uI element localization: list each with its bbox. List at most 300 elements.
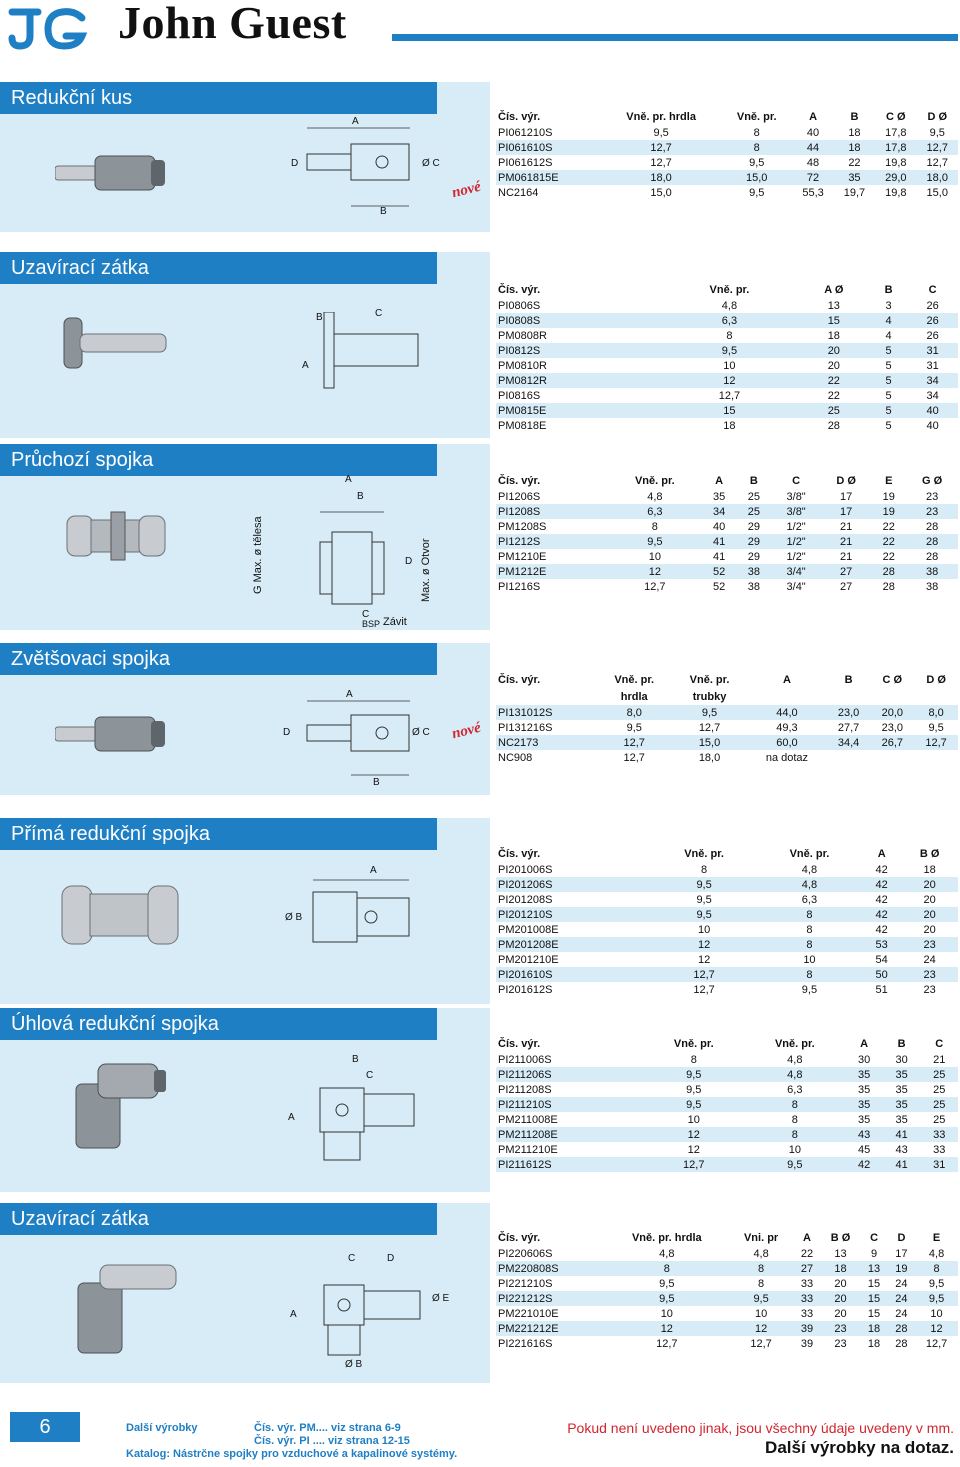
table-cell: 10 xyxy=(915,1306,958,1321)
table-row xyxy=(496,705,958,720)
table-row xyxy=(496,1261,958,1276)
column-header: Čís. výr. xyxy=(498,673,541,686)
table-cell: 12 xyxy=(661,373,798,388)
table-cell: 12,7 xyxy=(651,967,756,982)
column-header: D Ø xyxy=(836,474,856,487)
table-cell: 12,7 xyxy=(917,155,958,170)
dim-label-g: G Max. ø tělesa xyxy=(252,516,264,594)
part-number-cell: PM1208S xyxy=(496,519,608,534)
page-number: 6 xyxy=(10,1412,80,1442)
part-number-cell: PI0806S xyxy=(496,298,661,313)
table-cell: 5 xyxy=(870,373,907,388)
table-cell: 10 xyxy=(744,1142,845,1157)
table-cell: 9,5 xyxy=(651,907,756,922)
table-cell xyxy=(827,750,871,765)
table-cell: 26 xyxy=(907,313,958,328)
part-number-cell: PM0815E xyxy=(496,403,661,418)
dim-label-b: Ø B xyxy=(285,912,303,923)
dim-label-c: C xyxy=(362,609,370,620)
table-cell: 8 xyxy=(643,1052,744,1067)
table-cell: 10 xyxy=(643,1112,744,1127)
spec-table-straight-reducer xyxy=(496,845,958,997)
table-cell: 9,5 xyxy=(661,343,798,358)
table-subheader-row xyxy=(496,688,958,705)
table-row xyxy=(496,1306,958,1321)
table-cell: 48 xyxy=(792,155,833,170)
spec-table-plug xyxy=(496,281,958,433)
column-header: B xyxy=(884,283,893,296)
table-cell: 9,5 xyxy=(643,1082,744,1097)
part-number-cell: PI1212S xyxy=(496,534,608,549)
table-cell: 25 xyxy=(920,1097,958,1112)
table-cell: 50 xyxy=(862,967,901,982)
table-cell: 19 xyxy=(871,489,906,504)
table-cell: 20 xyxy=(901,922,958,937)
table-cell: 18 xyxy=(821,1261,861,1276)
column-header: B xyxy=(749,474,758,487)
table-cell: 9,5 xyxy=(721,185,792,200)
part-number-cell: PI221616S xyxy=(496,1336,605,1351)
enlarger-photo xyxy=(55,703,175,763)
table-cell: 17 xyxy=(821,489,871,504)
spec-table-elbow-reducer xyxy=(496,1035,958,1172)
table-row xyxy=(496,877,958,892)
dim-label-otvor: Max. ø Otvor xyxy=(420,538,432,602)
table-cell: 21 xyxy=(821,519,871,534)
table-cell: 22 xyxy=(834,155,875,170)
part-number-cell: PM221212E xyxy=(496,1321,605,1336)
footer-more-products: Další výrobky xyxy=(126,1422,198,1434)
table-cell: 31 xyxy=(907,358,958,373)
table-cell: 31 xyxy=(920,1157,958,1172)
dim-label-a: A xyxy=(290,1309,297,1320)
table-cell: 4,8 xyxy=(729,1246,793,1261)
table-cell: 24 xyxy=(901,952,958,967)
table-cell: 5 xyxy=(870,388,907,403)
table-cell: 33 xyxy=(793,1291,820,1306)
table-cell: 18 xyxy=(661,418,798,433)
table-cell: 3/8" xyxy=(771,504,821,519)
table-cell: 9,5 xyxy=(914,720,958,735)
table-cell: 8 xyxy=(757,907,862,922)
part-number-cell: PM201210E xyxy=(496,952,651,967)
table-cell: 9,5 xyxy=(915,1291,958,1306)
header-rule xyxy=(392,34,958,41)
column-header: C xyxy=(935,1037,944,1050)
part-number-cell: PI201006S xyxy=(496,862,651,877)
table-cell: 22 xyxy=(798,373,870,388)
part-number-cell: PI1216S xyxy=(496,579,608,594)
table-cell: 6,3 xyxy=(661,313,798,328)
table-cell: 8 xyxy=(605,1261,729,1276)
table-cell: 23 xyxy=(901,937,958,952)
table-row xyxy=(496,735,958,750)
dim-label-d: D xyxy=(283,727,291,738)
dim-label-a: A xyxy=(345,474,352,485)
column-header: Čís. výr. xyxy=(498,1037,541,1050)
table-cell: 13 xyxy=(821,1246,861,1261)
column-header: B Ø xyxy=(919,847,940,860)
table-cell: 52 xyxy=(702,579,737,594)
table-cell: 38 xyxy=(906,564,958,579)
table-cell: 23 xyxy=(901,967,958,982)
reducer-photo xyxy=(55,142,175,202)
column-header: C xyxy=(792,474,801,487)
part-number-cell: PI131216S xyxy=(496,720,597,735)
section-title: Zvětšovaci spojka xyxy=(0,643,437,675)
part-number-cell: PI131012S xyxy=(496,705,597,720)
part-number-cell: PM211208E xyxy=(496,1127,643,1142)
new-badge: nové xyxy=(450,178,483,202)
table-header-row xyxy=(496,108,958,125)
table-cell: 10 xyxy=(651,922,756,937)
column-header: E xyxy=(885,474,893,487)
dim-label-a: A xyxy=(302,360,309,371)
column-header: Vně. pr. hrdla xyxy=(626,110,696,123)
table-cell: 40 xyxy=(907,403,958,418)
table-cell: 20 xyxy=(901,877,958,892)
part-number-cell: PM061815E xyxy=(496,170,601,185)
table-cell: 5 xyxy=(870,403,907,418)
table-row xyxy=(496,564,958,579)
table-cell: 9,5 xyxy=(757,982,862,997)
table-cell: 24 xyxy=(888,1306,915,1321)
table-cell: 12 xyxy=(915,1321,958,1336)
table-cell: 33 xyxy=(793,1276,820,1291)
column-subheader xyxy=(496,688,597,705)
table-cell: 40 xyxy=(792,125,833,140)
table-cell: 12 xyxy=(608,564,702,579)
table-cell: 24 xyxy=(888,1291,915,1306)
new-badge: nové xyxy=(450,719,483,743)
column-header: Vně. pr. hrdla xyxy=(631,1231,702,1244)
table-cell: 28 xyxy=(906,519,958,534)
table-cell: 28 xyxy=(906,549,958,564)
table-cell: 34 xyxy=(907,373,958,388)
table-cell: 22 xyxy=(871,549,906,564)
table-cell: 17,8 xyxy=(875,140,916,155)
table-cell: 15 xyxy=(860,1276,887,1291)
part-number-cell: PM220808S xyxy=(496,1261,605,1276)
table-cell: 44 xyxy=(792,140,833,155)
table-cell: 35 xyxy=(883,1067,921,1082)
table-cell: 6,3 xyxy=(744,1082,845,1097)
table-cell: 10 xyxy=(608,549,702,564)
part-number-cell: PI211210S xyxy=(496,1097,643,1112)
table-row xyxy=(496,1276,958,1291)
table-cell: 38 xyxy=(906,579,958,594)
table-cell: 12,7 xyxy=(601,140,721,155)
table-cell: na dotaz xyxy=(747,750,827,765)
table-row xyxy=(496,1127,958,1142)
table-cell: 12,7 xyxy=(651,982,756,997)
table-row xyxy=(496,519,958,534)
table-cell: 21 xyxy=(920,1052,958,1067)
table-cell: 12,7 xyxy=(917,140,958,155)
column-header: Vně. pr. xyxy=(736,110,777,123)
bulkhead-drawing xyxy=(300,492,420,622)
table-cell: 15,0 xyxy=(721,170,792,185)
part-number-cell: PM0818E xyxy=(496,418,661,433)
footer-catalog: Katalog: Nástrčne spojky pro vzduchové a kapalinové systémy. xyxy=(126,1448,458,1460)
column-subheader xyxy=(747,688,827,705)
enlarger-drawing xyxy=(285,697,435,787)
table-cell: 10 xyxy=(605,1306,729,1321)
table-row xyxy=(496,489,958,504)
table-cell: 34 xyxy=(702,504,737,519)
table-cell: 20 xyxy=(798,343,870,358)
table-cell: 18 xyxy=(901,862,958,877)
table-cell: 8 xyxy=(661,328,798,343)
table-cell: 31 xyxy=(907,343,958,358)
table-cell: 12,7 xyxy=(661,388,798,403)
table-cell: 29 xyxy=(736,519,771,534)
table-cell: 20,0 xyxy=(870,705,914,720)
table-cell: 45 xyxy=(845,1142,883,1157)
table-cell: 6,3 xyxy=(757,892,862,907)
table-row xyxy=(496,1097,958,1112)
table-cell: 49,3 xyxy=(747,720,827,735)
column-header: Vně. pr. xyxy=(774,1037,815,1050)
table-cell: 41 xyxy=(883,1127,921,1142)
table-cell: 23 xyxy=(901,982,958,997)
table-cell: 22 xyxy=(798,388,870,403)
footer-note: Pokud není uvedeno jinak, jsou všechny údaje uvedeny v mm. xyxy=(567,1420,954,1436)
column-header: A xyxy=(715,474,724,487)
table-cell: 9,5 xyxy=(651,892,756,907)
table-cell: 51 xyxy=(862,982,901,997)
table-cell: 12 xyxy=(651,952,756,967)
table-cell: 3 xyxy=(870,298,907,313)
table-row xyxy=(496,1112,958,1127)
table-cell: 4 xyxy=(870,313,907,328)
table-cell: 15,0 xyxy=(917,185,958,200)
part-number-cell: PI201610S xyxy=(496,967,651,982)
column-subheader: trubky xyxy=(692,690,727,703)
column-subheader xyxy=(870,688,914,705)
elbow-reducer-photo xyxy=(68,1056,188,1156)
table-cell: 27 xyxy=(821,564,871,579)
part-number-cell: PI211006S xyxy=(496,1052,643,1067)
table-cell: 9,5 xyxy=(672,705,747,720)
column-header: C xyxy=(928,283,937,296)
table-cell: 12,7 xyxy=(597,735,672,750)
table-cell: 20 xyxy=(821,1291,861,1306)
table-cell: 29 xyxy=(736,549,771,564)
column-header: Vně. pr. xyxy=(789,847,830,860)
page-header xyxy=(0,0,960,62)
part-number-cell: PI061210S xyxy=(496,125,601,140)
table-row xyxy=(496,937,958,952)
table-row xyxy=(496,1052,958,1067)
table-cell: 10 xyxy=(729,1306,793,1321)
table-cell: 35 xyxy=(702,489,737,504)
table-cell: 12,7 xyxy=(729,1336,793,1351)
table-cell: 25 xyxy=(736,504,771,519)
table-cell: 42 xyxy=(862,907,901,922)
table-cell: 20 xyxy=(821,1306,861,1321)
column-subheader: hrdla xyxy=(620,690,648,703)
table-cell: 4,8 xyxy=(757,862,862,877)
table-cell: 9,5 xyxy=(643,1067,744,1082)
table-row xyxy=(496,892,958,907)
table-cell: 15 xyxy=(860,1291,887,1306)
table-cell: 35 xyxy=(845,1097,883,1112)
part-number-cell: PI061612S xyxy=(496,155,601,170)
column-header: B xyxy=(897,1037,906,1050)
table-row xyxy=(496,140,958,155)
column-header: Vně. pr. xyxy=(614,673,655,686)
table-row xyxy=(496,313,958,328)
table-cell: 60,0 xyxy=(747,735,827,750)
dim-label-a: A xyxy=(352,116,359,127)
table-cell: 27 xyxy=(793,1261,820,1276)
column-header: Vně. pr. xyxy=(709,283,750,296)
table-cell: 4,8 xyxy=(744,1052,845,1067)
part-number-cell: PI211208S xyxy=(496,1082,643,1097)
table-cell: 21 xyxy=(821,549,871,564)
column-header: Čís. výr. xyxy=(498,1231,541,1244)
column-header: G Ø xyxy=(922,474,943,487)
table-row xyxy=(496,1291,958,1306)
part-number-cell: PM201208E xyxy=(496,937,651,952)
section-title: Uzavírací zátka xyxy=(0,1203,437,1235)
reducer-drawing xyxy=(285,120,435,220)
table-cell: 38 xyxy=(736,579,771,594)
table-cell: 8 xyxy=(721,140,792,155)
column-subheader xyxy=(827,688,871,705)
spec-table-reducer xyxy=(496,108,958,200)
table-cell: 12,7 xyxy=(672,720,747,735)
table-row xyxy=(496,373,958,388)
table-row xyxy=(496,750,958,765)
table-row xyxy=(496,967,958,982)
table-row xyxy=(496,185,958,200)
table-cell: 22 xyxy=(871,534,906,549)
spec-table-angled-plug xyxy=(496,1229,958,1351)
table-cell: 9,5 xyxy=(605,1291,729,1306)
part-number-cell: PI211612S xyxy=(496,1157,643,1172)
table-cell: 26 xyxy=(907,298,958,313)
table-cell: 72 xyxy=(792,170,833,185)
part-number-cell: PM0812R xyxy=(496,373,661,388)
dim-label-a: A xyxy=(288,1112,295,1123)
column-header: A Ø xyxy=(824,283,844,296)
table-cell: 55,3 xyxy=(792,185,833,200)
table-cell: 8 xyxy=(729,1276,793,1291)
part-number-cell: PM201008E xyxy=(496,922,651,937)
part-number-cell: PM221010E xyxy=(496,1306,605,1321)
table-cell: 9,5 xyxy=(917,125,958,140)
table-cell: 12 xyxy=(729,1321,793,1336)
table-cell: 4,8 xyxy=(605,1246,729,1261)
part-number-cell: PI1206S xyxy=(496,489,608,504)
table-cell: 8 xyxy=(757,937,862,952)
dim-label-b: B xyxy=(357,491,364,502)
dim-label-b: B xyxy=(380,206,387,217)
table-cell: 39 xyxy=(793,1321,820,1336)
table-row xyxy=(496,549,958,564)
table-cell: 12,7 xyxy=(915,1336,958,1351)
table-header-row xyxy=(496,845,958,862)
column-header: Vně. pr. xyxy=(684,847,724,860)
table-cell: 26,7 xyxy=(870,735,914,750)
table-row xyxy=(496,1082,958,1097)
table-row xyxy=(496,328,958,343)
table-cell: 12,7 xyxy=(608,579,702,594)
table-cell: 19,7 xyxy=(834,185,875,200)
table-row xyxy=(496,1336,958,1351)
dim-label-b: B xyxy=(352,1054,359,1065)
part-number-cell: NC2173 xyxy=(496,735,597,750)
table-cell: 4,8 xyxy=(915,1246,958,1261)
dim-label-c: C xyxy=(375,308,383,319)
table-cell: 54 xyxy=(862,952,901,967)
table-row xyxy=(496,155,958,170)
table-cell: 33 xyxy=(920,1127,958,1142)
table-cell: 21 xyxy=(821,534,871,549)
table-row xyxy=(496,534,958,549)
table-cell: 27,7 xyxy=(827,720,871,735)
table-cell: 24 xyxy=(888,1276,915,1291)
brand-title: John Guest xyxy=(118,0,347,48)
table-cell: 4,8 xyxy=(661,298,798,313)
table-cell: 9,5 xyxy=(651,877,756,892)
column-header: A xyxy=(809,110,818,123)
section-title: Uzavírací zátka xyxy=(0,252,437,284)
table-cell: 35 xyxy=(883,1082,921,1097)
table-row xyxy=(496,170,958,185)
table-cell: 42 xyxy=(862,922,901,937)
part-number-cell: PI1208S xyxy=(496,504,608,519)
dim-label-e: Ø E xyxy=(432,1293,450,1304)
table-cell: 18 xyxy=(834,140,875,155)
table-row xyxy=(496,125,958,140)
table-cell: 25 xyxy=(920,1067,958,1082)
table-cell: 8 xyxy=(721,125,792,140)
table-cell: 9,5 xyxy=(608,534,702,549)
dim-label-b: B xyxy=(316,312,323,323)
table-cell: 29 xyxy=(736,534,771,549)
table-cell: 23 xyxy=(906,489,958,504)
table-cell: 5 xyxy=(870,343,907,358)
table-cell: 28 xyxy=(871,564,906,579)
table-cell: 4,8 xyxy=(608,489,702,504)
table-cell: 9,5 xyxy=(729,1291,793,1306)
table-row xyxy=(496,1067,958,1082)
table-cell: 42 xyxy=(845,1157,883,1172)
table-cell: 23 xyxy=(906,504,958,519)
table-row xyxy=(496,952,958,967)
table-cell: 17 xyxy=(821,504,871,519)
table-cell: 33 xyxy=(920,1142,958,1157)
table-cell: 12,7 xyxy=(914,735,958,750)
table-cell: 29,0 xyxy=(875,170,916,185)
table-cell: 9,5 xyxy=(915,1276,958,1291)
table-header-row xyxy=(496,472,958,489)
table-cell: 35 xyxy=(834,170,875,185)
table-cell: 9,5 xyxy=(643,1097,744,1112)
column-header: D xyxy=(897,1231,906,1244)
table-cell: 13 xyxy=(860,1261,887,1276)
table-row xyxy=(496,862,958,877)
part-number-cell: PI201206S xyxy=(496,877,651,892)
table-cell: 15 xyxy=(798,313,870,328)
dim-label-d: D xyxy=(405,556,413,567)
column-header: Čís. výr. xyxy=(498,474,541,487)
table-cell: 9,5 xyxy=(605,1276,729,1291)
table-cell: 25 xyxy=(920,1082,958,1097)
